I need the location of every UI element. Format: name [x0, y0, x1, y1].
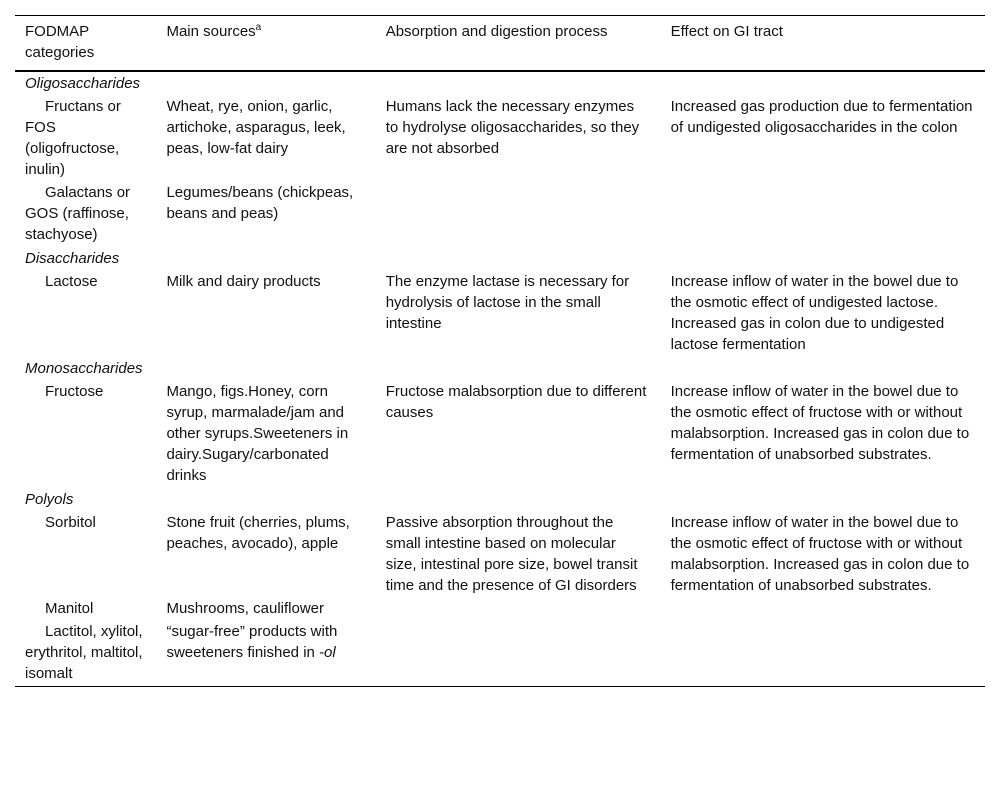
header-fodmap-categories: FODMAP categories — [25, 23, 95, 61]
absorption-cell: Passive absorption throughout the small intestine based on molecular size, intestinal pore size, bowel transit time and the presence of GI disorders — [385, 514, 638, 594]
effect-cell: Increased gas production due to fermentation of undigested oligosaccharides in the colon — [670, 98, 973, 136]
food-name-cell — [15, 512, 156, 598]
effect-cell: Increase inflow of water in the bowel due to the osmotic effect of fructose with or without malabsorption. Increased gas in colon due to fermentation of unabsorbed substrates. — [670, 383, 970, 463]
fodmap-table — [15, 15, 985, 687]
sources-cell: Legumes/beans (chickpeas, beans and peas) — [166, 184, 354, 222]
effect-cell — [661, 621, 985, 687]
food-name: Fructans or FOS (oligofructose, inulin) — [25, 98, 121, 178]
table-row — [15, 96, 985, 182]
table-row — [15, 182, 985, 247]
absorption-cell — [376, 182, 661, 247]
table-row — [15, 271, 985, 357]
header-row — [15, 16, 985, 72]
effect-cell — [661, 182, 985, 247]
category-label: Polyols — [25, 491, 74, 508]
effect-cell: Increase inflow of water in the bowel due to the osmotic effect of undigested lactose. Increased gas in colon due to undigested lactose fermentation — [670, 273, 959, 353]
table-row — [15, 381, 985, 488]
sources-cell: Wheat, rye, onion, garlic, artichoke, asparagus, leek, peas, low-fat dairy — [166, 98, 346, 157]
effect-cell — [661, 598, 985, 621]
category-row-monosaccharides — [15, 357, 985, 381]
food-name: Galactans or GOS (raffinose, stachyose) — [25, 184, 131, 243]
header-absorption-process: Absorption and digestion process — [385, 23, 608, 40]
sources-suffix: -ol — [319, 644, 336, 661]
food-name-cell — [15, 182, 156, 247]
category-label: Disaccharides — [25, 250, 120, 267]
table-row — [15, 512, 985, 598]
table-row — [15, 598, 985, 621]
food-name-cell — [15, 598, 156, 621]
category-row-polyols — [15, 488, 985, 512]
sources-cell: Mushrooms, cauliflower — [166, 600, 325, 617]
footnote-marker: a — [255, 22, 262, 33]
food-name: Manitol — [45, 600, 94, 617]
food-name: Lactose — [45, 273, 98, 290]
header-gi-effect: Effect on GI tract — [670, 23, 783, 40]
category-label: Oligosaccharides — [25, 75, 141, 92]
category-row-oligosaccharides — [15, 71, 985, 96]
absorption-cell — [376, 598, 661, 621]
sources-cell: Milk and dairy products — [166, 273, 321, 290]
food-name-cell — [15, 621, 156, 687]
category-row-disaccharides — [15, 247, 985, 271]
food-name-cell — [15, 381, 156, 488]
header-main-sources-label: Main sources — [166, 23, 256, 40]
food-name-cell — [15, 271, 156, 357]
absorption-cell: Humans lack the necessary enzymes to hydrolyse oligosaccharides, so they are not absorbed — [385, 98, 640, 157]
table-row — [15, 621, 985, 687]
food-name: Fructose — [45, 383, 104, 400]
header-main-sources — [156, 16, 375, 72]
sources-text: “sugar-free” products with sweeteners finished in — [166, 623, 338, 661]
food-name: Lactitol, xylitol, erythritol, maltitol, isomalt — [25, 623, 143, 682]
category-label: Monosaccharides — [25, 360, 143, 377]
food-name: Sorbitol — [45, 514, 96, 531]
sources-cell: Stone fruit (cherries, plums, peaches, avocado), apple — [166, 514, 350, 552]
sources-cell — [156, 621, 375, 687]
absorption-cell: Fructose malabsorption due to different causes — [385, 383, 647, 421]
sources-cell: Mango, figs.Honey, corn syrup, marmalade/jam and other syrups.Sweeteners in dairy.Sugary/carbonated drinks — [166, 383, 349, 484]
effect-cell: Increase inflow of water in the bowel due to the osmotic effect of fructose with or without malabsorption. Increased gas in colon due to fermentation of unabsorbed substrates. — [670, 514, 970, 594]
food-name-cell — [15, 96, 156, 182]
absorption-cell — [376, 621, 661, 687]
absorption-cell: The enzyme lactase is necessary for hydrolysis of lactose in the small intestine — [385, 273, 630, 332]
